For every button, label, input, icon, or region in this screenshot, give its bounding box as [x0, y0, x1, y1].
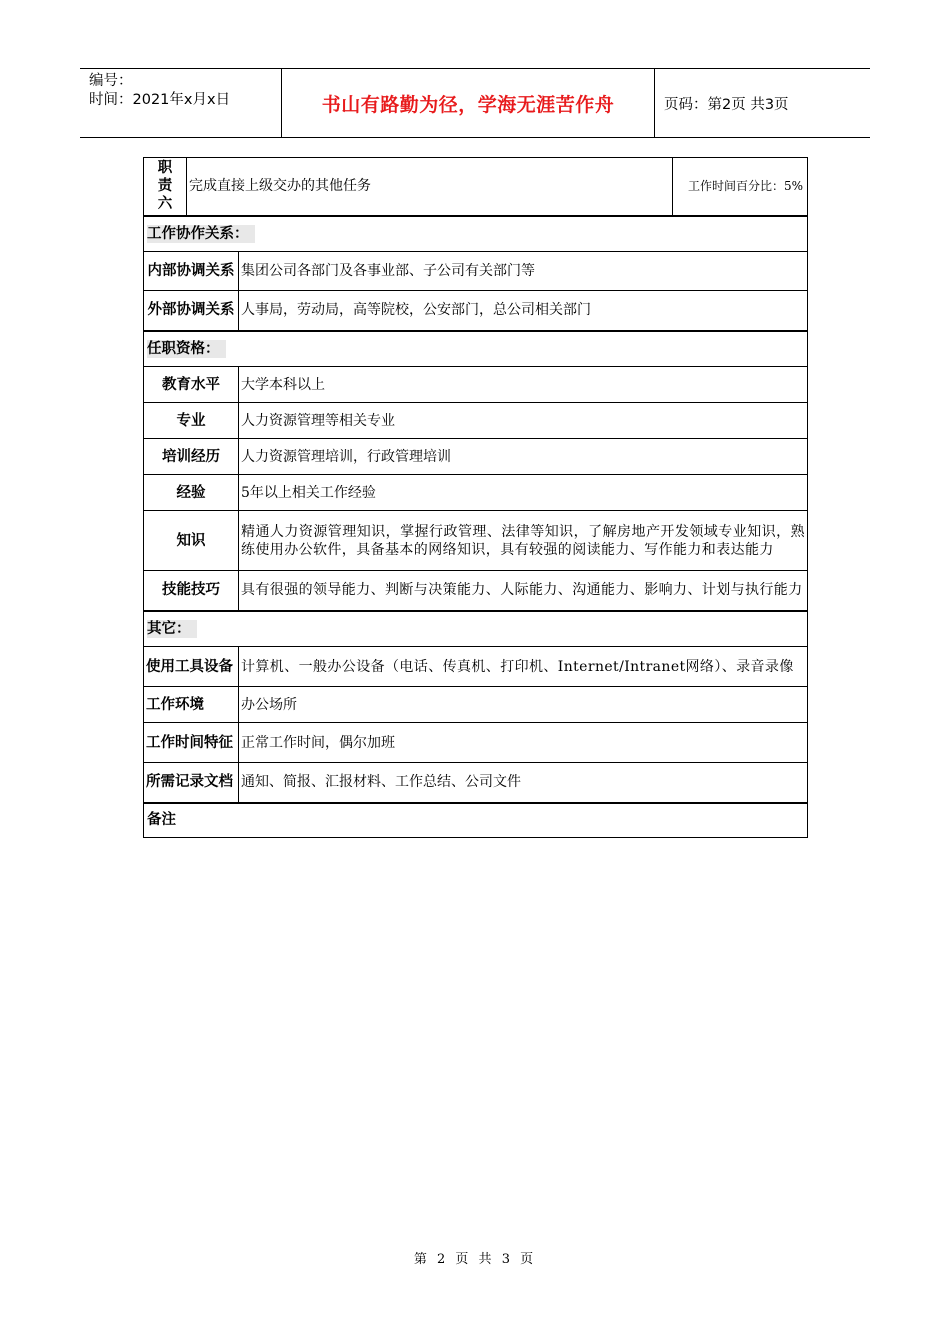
- table-row: [144, 367, 808, 403]
- external-coordination-label: 外部协调关系: [144, 291, 239, 331]
- remarks-label: 备注: [144, 803, 808, 838]
- work-environment-label: 工作环境: [144, 687, 239, 723]
- education-value: 大学本科以上: [239, 367, 808, 403]
- section-row: [144, 331, 808, 367]
- table-row: [144, 291, 808, 331]
- tools-label: 使用工具设备: [144, 647, 239, 687]
- section-row: [144, 611, 808, 647]
- qualifications-section-title: 任职资格：: [144, 331, 808, 367]
- training-value: 人力资源管理培训，行政管理培训: [239, 439, 808, 475]
- table-row: [144, 763, 808, 803]
- work-time-label: 工作时间特征: [144, 723, 239, 763]
- remarks-row: [144, 803, 808, 838]
- document-number-label: 编号：: [89, 73, 133, 89]
- header-motto: 书山有路勤为径，学海无涯苦作舟: [321, 93, 615, 116]
- table-row: [144, 571, 808, 611]
- training-label: 培训经历: [144, 439, 239, 475]
- experience-label: 经验: [144, 475, 239, 511]
- document-date-label: 时间：2021年x月x日: [89, 92, 231, 108]
- job-description-table: [143, 157, 808, 838]
- external-coordination-value: 人事局，劳动局，高等院校，公安部门，总公司相关部门: [239, 291, 808, 331]
- duty-six-content: 完成直接上级交办的其他任务: [187, 158, 673, 216]
- major-label: 专业: [144, 403, 239, 439]
- page-header: [80, 68, 870, 138]
- table-row: [144, 647, 808, 687]
- table-row: [144, 439, 808, 475]
- table-row: [144, 403, 808, 439]
- table-row: [144, 252, 808, 291]
- work-time-value: 正常工作时间，偶尔加班: [239, 723, 808, 763]
- internal-coordination-value: 集团公司各部门及各事业部、子公司有关部门等: [239, 252, 808, 291]
- table-row: [144, 511, 808, 571]
- table-row: [144, 723, 808, 763]
- records-value: 通知、简报、汇报材料、工作总结、公司文件: [239, 763, 808, 803]
- duty-six-time-percent: 工作时间百分比：5%: [673, 158, 808, 216]
- section-row: [144, 216, 808, 252]
- internal-coordination-label: 内部协调关系: [144, 252, 239, 291]
- experience-value: 5年以上相关工作经验: [239, 475, 808, 511]
- table-row: [144, 687, 808, 723]
- table-row: [144, 475, 808, 511]
- header-meta: [89, 72, 230, 110]
- header-page-number: 页码：第2页 共3页: [664, 96, 789, 113]
- records-label: 所需记录文档: [144, 763, 239, 803]
- duty-six-label: 职 责 六: [144, 158, 187, 216]
- knowledge-value: 精通人力资源管理知识，掌握行政管理、法律等知识，了解房地产开发领域专业知识，熟练使用办公软件，具备基本的网络知识，具有较强的阅读能力、写作能力和表达能力: [239, 511, 808, 571]
- page-footer: 第 2 页 共 3 页: [413, 1252, 537, 1267]
- major-value: 人力资源管理等相关专业: [239, 403, 808, 439]
- header-divider: [654, 69, 655, 137]
- tools-value: 计算机、一般办公设备（电话、传真机、打印机、Internet/Intranet网络）、录音录像: [239, 647, 808, 687]
- collaboration-section-title: 工作协作关系：: [144, 216, 808, 252]
- skills-label: 技能技巧: [144, 571, 239, 611]
- work-environment-value: 办公场所: [239, 687, 808, 723]
- knowledge-label: 知识: [144, 511, 239, 571]
- other-section-title: 其它：: [144, 611, 808, 647]
- education-label: 教育水平: [144, 367, 239, 403]
- skills-value: 具有很强的领导能力、判断与决策能力、人际能力、沟通能力、影响力、计划与执行能力: [239, 571, 808, 611]
- duty-six-row: [144, 158, 808, 216]
